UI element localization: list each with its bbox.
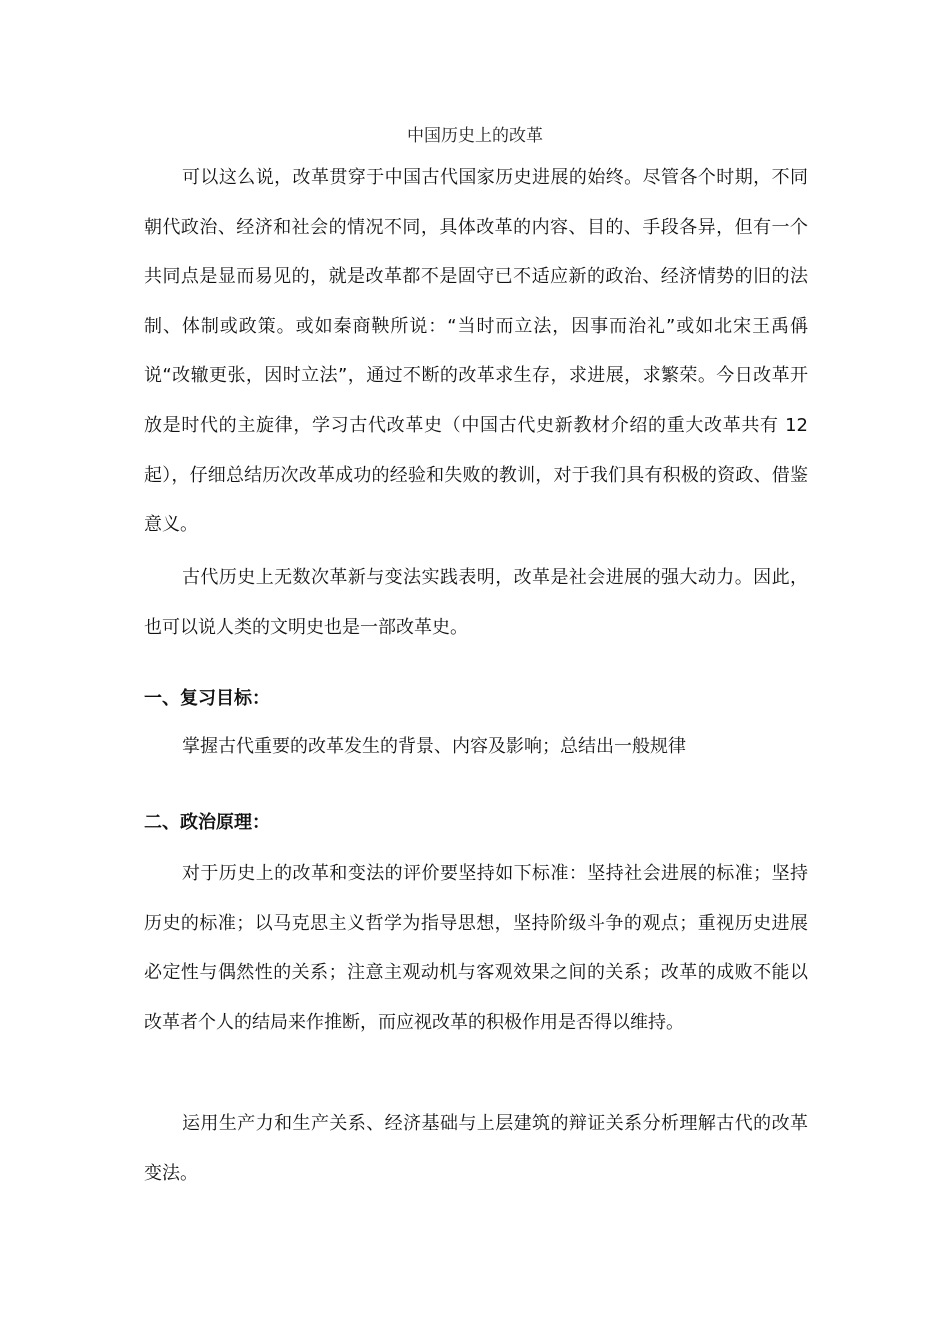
section-heading-review-goals: 一、复习目标：	[144, 688, 270, 709]
section-paragraph: 掌握古代重要的改革发生的背景、内容及影响；总结出一般规律	[182, 736, 686, 757]
section-heading-political-principles: 二、政治原理：	[144, 812, 270, 833]
document-title: 中国历史上的改革	[407, 126, 543, 146]
section-paragraph: 对于历史上的改革和变法的评价要坚持如下标准：坚持社会进展的标准；坚持历史的标准；以马克思主义哲学为指导思想，坚持阶级斗争的观点；重视历史进展必定性与偶然性的关系；注意主观动机与客观效果之间的关系；改革的成败不能以改革者个人的结局来作推断，而应视改革的积极作用是否得以维持。	[144, 863, 808, 1033]
intro-paragraph: 可以这么说，改革贯穿于中国古代国家历史进展的始终。尽管各个时期，不同朝代政治、经济和社会的情况不同，具体改革的内容、目的、手段各异，但有一个共同点是显而易见的，就是改革都不是固守已不适应新的政治、经济情势的旧的法制、体制或政策。或如秦商鞅所说：“当时而立法，因事而治礼”或如北宋王禹偁说“改辙更张，因时立法”，通过不断的改革求生存，求进展，求繁荣。今日改革开放是时代的主旋律，学习古代改革史（中国古代史新教材介绍的重大改革共有 12 起），仔细总结历次改革成功的经验和失败的教训，对于我们具有积极的资政、借鉴意义。	[144, 167, 808, 536]
section-paragraph: 运用生产力和生产关系、经济基础与上层建筑的辩证关系分析理解古代的改革变法。	[144, 1113, 808, 1184]
intro-paragraph: 古代历史上无数次革新与变法实践表明，改革是社会进展的强大动力。因此，也可以说人类的文明史也是一部改革史。	[144, 567, 808, 638]
